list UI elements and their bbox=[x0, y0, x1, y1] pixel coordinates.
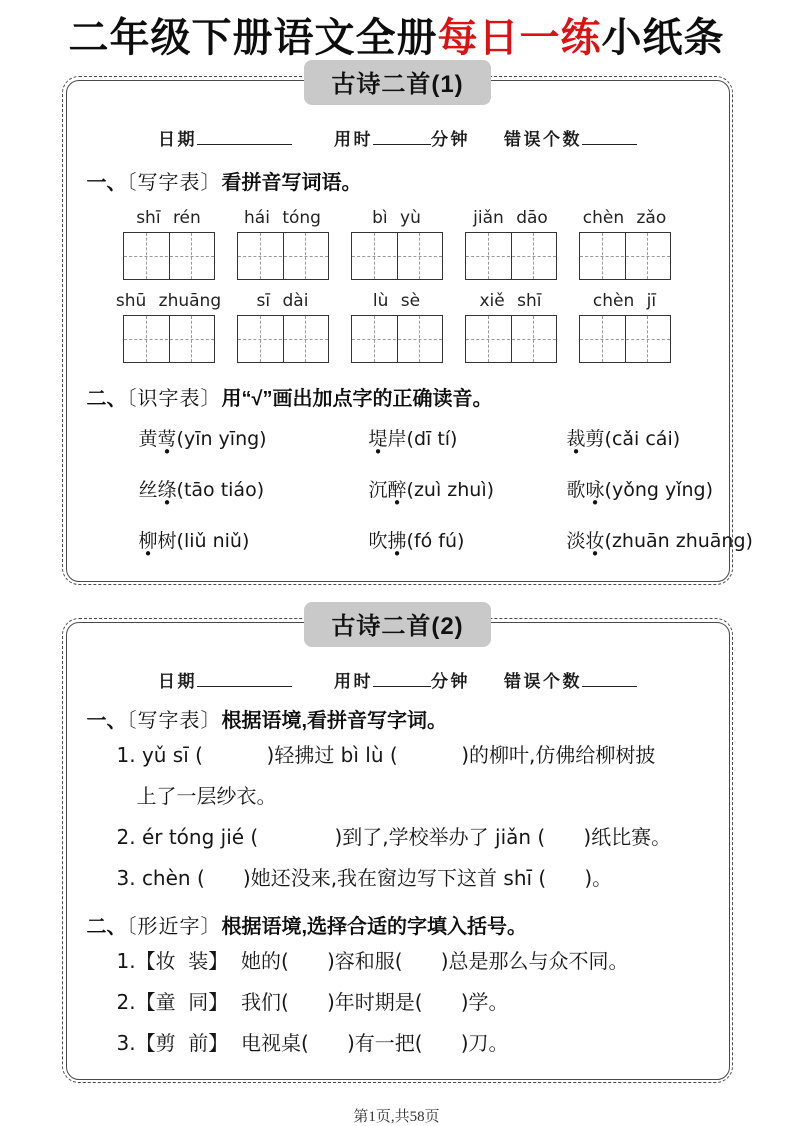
pinyin-label: shū zhuāng bbox=[115, 290, 222, 311]
writing-grid bbox=[351, 315, 443, 363]
pinyin-group bbox=[229, 289, 337, 363]
writing-grid bbox=[351, 232, 443, 280]
pinyin-label: sī dài bbox=[256, 290, 309, 311]
minutes-label: 分钟 bbox=[431, 129, 470, 149]
pinyin-label: jiǎn dāo bbox=[473, 207, 548, 228]
dotted-char: 莺 bbox=[157, 427, 177, 450]
choice-item: 淡妆(zhuān zhuāng) bbox=[567, 526, 753, 553]
page-title-highlight: 每日一练 bbox=[437, 15, 602, 60]
fill-in-sentence: 3. chèn ( )她还没来,我在窗边写下这首 shī ( )。 bbox=[116, 865, 613, 890]
pinyin-label: bì yù bbox=[372, 207, 421, 228]
page-title-post: 小纸条 bbox=[601, 15, 725, 60]
choice-row bbox=[139, 424, 709, 464]
writing-grid bbox=[237, 315, 329, 363]
errors-blank-line bbox=[582, 141, 637, 145]
errors-blank-line bbox=[582, 683, 637, 687]
pinyin-group bbox=[457, 206, 565, 280]
pronunciation-choices bbox=[87, 424, 753, 566]
choice-options: (yīn yīng) bbox=[176, 427, 267, 450]
worksheet-card-1 bbox=[62, 70, 753, 585]
card-1-title-chip: 古诗二首(1) bbox=[304, 60, 490, 105]
choice-row bbox=[138, 475, 713, 515]
choice-options: (tāo tiáo) bbox=[176, 478, 265, 501]
page-title-pre: 二年级下册语文全册 bbox=[68, 15, 438, 60]
card-2-meta-row bbox=[87, 667, 709, 693]
pinyin-label: xiě shī bbox=[479, 290, 542, 311]
pinyin-group bbox=[457, 289, 565, 363]
writing-grid bbox=[123, 232, 215, 280]
choice-item: 歌咏(yǒng yǐng) bbox=[567, 475, 714, 502]
card-2-question-2-heading bbox=[87, 913, 709, 941]
choice-options: (zhuān zhuāng) bbox=[604, 529, 753, 552]
writing-grid bbox=[123, 315, 215, 363]
pinyin-label: chèn jī bbox=[592, 290, 657, 311]
pinyin-group bbox=[571, 289, 679, 363]
date-label: 日期 bbox=[158, 129, 197, 149]
date-blank-line bbox=[197, 141, 292, 145]
dotted-char: 醉 bbox=[387, 478, 407, 501]
time-label: 用时 bbox=[334, 671, 373, 691]
time-blank-line bbox=[373, 683, 431, 687]
card-1-meta-row bbox=[87, 125, 709, 151]
choice-item: 吹拂(fó fú) bbox=[369, 526, 567, 553]
choice-item: 堤岸(dī tí) bbox=[369, 424, 567, 451]
errors-label: 错误个数 bbox=[504, 129, 582, 149]
date-label: 日期 bbox=[158, 671, 197, 691]
card-2-question-1-heading bbox=[87, 707, 709, 735]
time-blank-line bbox=[373, 141, 431, 145]
dotted-char: 绦 bbox=[157, 478, 177, 501]
choice-item: 丝绦(tāo tiáo) bbox=[139, 475, 369, 502]
errors-label: 错误个数 bbox=[504, 671, 582, 691]
question-text: 用“√”画出加点字的正确读音。 bbox=[221, 387, 493, 410]
question-number: 一、 bbox=[86, 171, 127, 194]
choice-row bbox=[138, 526, 753, 566]
question-text: 看拼音写词语。 bbox=[221, 171, 362, 194]
pinyin-row-2 bbox=[87, 289, 709, 363]
writing-grid bbox=[465, 315, 557, 363]
writing-grid bbox=[237, 232, 329, 280]
pinyin-label: shī rén bbox=[136, 207, 201, 228]
character-choice-sentence: 3.【剪 前】 电视桌( )有一把( )刀。 bbox=[116, 1030, 509, 1055]
writing-grid bbox=[579, 232, 671, 280]
pinyin-group bbox=[571, 206, 679, 280]
pinyin-group bbox=[229, 206, 337, 280]
writing-grid bbox=[465, 232, 557, 280]
time-label: 用时 bbox=[334, 129, 373, 149]
fill-in-sentence-continuation: 上了一层纱衣。 bbox=[136, 783, 277, 808]
choice-options: (dī tí) bbox=[406, 427, 458, 450]
minutes-label: 分钟 bbox=[431, 671, 470, 691]
choice-options: (cǎi cái) bbox=[604, 427, 681, 450]
card-1-question-1-heading bbox=[87, 169, 709, 197]
pinyin-row-1 bbox=[87, 206, 709, 280]
question-number: 二、 bbox=[86, 387, 127, 410]
question-tag: 〔写字表〕 bbox=[126, 171, 222, 194]
choice-options: (zuì zhuì) bbox=[406, 478, 495, 501]
question-text: 根据语境,看拼音写字词。 bbox=[221, 709, 448, 732]
pinyin-label: lù sè bbox=[372, 290, 421, 311]
choice-item: 柳树(liǔ niǔ) bbox=[139, 526, 369, 553]
question-tag: 〔形近字〕 bbox=[126, 915, 222, 938]
question-number: 二、 bbox=[86, 915, 127, 938]
choice-item: 沉醉(zuì zhuì) bbox=[369, 475, 567, 502]
dotted-char: 拂 bbox=[387, 529, 407, 552]
question-number: 一、 bbox=[86, 709, 127, 732]
choice-options: (yǒng yǐng) bbox=[604, 478, 713, 501]
pinyin-group bbox=[343, 289, 451, 363]
pinyin-label: chèn zǎo bbox=[582, 207, 667, 228]
choice-options: (liǔ niǔ) bbox=[176, 529, 250, 552]
card-2-title-chip: 古诗二首(2) bbox=[304, 602, 490, 647]
fill-in-sentence: 1. yǔ sī ( )轻拂过 bì lù ( )的柳叶,仿佛给柳树披 bbox=[116, 742, 656, 767]
choice-item: 黄莺(yīn yīng) bbox=[139, 424, 369, 451]
card-1-question-2-heading bbox=[87, 385, 709, 413]
worksheet-card-1-inner bbox=[66, 70, 753, 582]
pinyin-label: hái tóng bbox=[244, 207, 321, 228]
dotted-char: 妆 bbox=[585, 529, 605, 552]
fill-in-sentence: 2. ér tóng jié ( )到了,学校举办了 jiǎn ( )纸比赛。 bbox=[116, 824, 672, 849]
question-tag: 〔写字表〕 bbox=[126, 709, 222, 732]
page-title bbox=[0, 0, 793, 62]
question-text: 根据语境,选择合适的字填入括号。 bbox=[221, 915, 528, 938]
worksheet-card-2-inner bbox=[66, 612, 730, 1080]
pinyin-group bbox=[115, 206, 223, 280]
worksheet-card-2 bbox=[62, 612, 733, 1083]
choice-item: 裁剪(cǎi cái) bbox=[567, 424, 709, 451]
dotted-char: 裁 bbox=[566, 427, 586, 450]
footer-page-number: 第1页,共58页 bbox=[353, 1109, 440, 1125]
writing-grid bbox=[579, 315, 671, 363]
dotted-char: 堤 bbox=[368, 427, 388, 450]
dotted-char: 咏 bbox=[585, 478, 605, 501]
character-choice-sentence: 1.【妆 装】 她的( )容和服( )总是那么与众不同。 bbox=[116, 948, 629, 973]
choice-options: (fó fú) bbox=[406, 529, 465, 552]
question-tag: 〔识字表〕 bbox=[126, 387, 222, 410]
pinyin-group bbox=[343, 206, 451, 280]
character-choice-sentence: 2.【童 同】 我们( )年时期是( )学。 bbox=[116, 989, 509, 1014]
dotted-char: 柳 bbox=[138, 529, 158, 552]
pinyin-group bbox=[115, 289, 223, 363]
date-blank-line bbox=[197, 683, 292, 687]
